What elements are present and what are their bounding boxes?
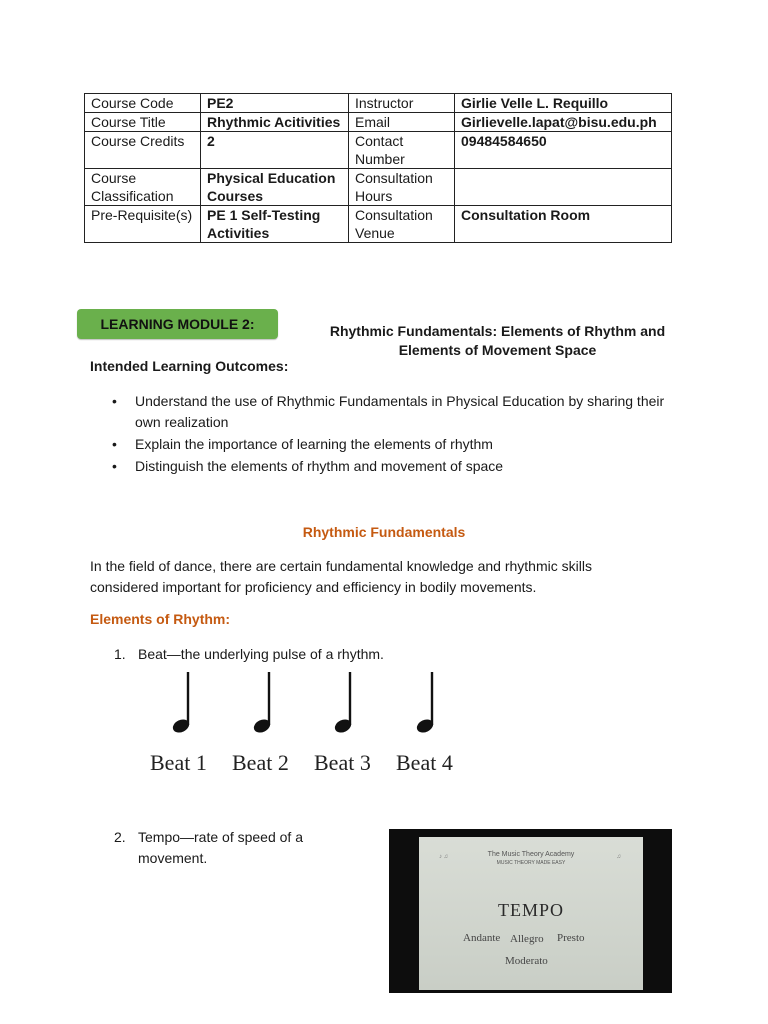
section-heading: Rhythmic Fundamentals xyxy=(302,524,466,540)
label-cell: Course Code xyxy=(85,94,201,113)
quarter-note-icon xyxy=(416,670,436,740)
tempo-word: Moderato xyxy=(505,955,548,967)
beat-label: Beat 1 xyxy=(150,750,207,775)
music-logo-icon: ♫ xyxy=(616,854,621,860)
quarter-note-icon xyxy=(172,670,192,740)
quarter-note-icon xyxy=(253,670,273,740)
table-row xyxy=(85,206,672,243)
label-cell: Pre-Requisite(s) xyxy=(85,206,201,243)
beat-label: Beat 3 xyxy=(314,750,371,775)
bullet-icon: • xyxy=(112,436,117,452)
ilo-list xyxy=(90,391,680,478)
list-item xyxy=(90,456,680,477)
music-logo-icon: ♪ ♫ xyxy=(439,854,449,860)
module-title: Rhythmic Fundamentals: Elements of Rhythm and Elements of Movement Space xyxy=(329,323,666,358)
value-cell: Physical Education Courses xyxy=(201,169,349,206)
tempo-word: Allegro xyxy=(510,933,544,945)
table-row xyxy=(85,94,672,113)
table-row xyxy=(85,132,672,169)
intro-paragraph: In the field of dance, there are certain fundamental knowledge and rhythmic skills considered important for proficiency and efficiency in bodily movements. xyxy=(90,558,592,595)
beat-figure xyxy=(140,670,470,780)
label-cell: Consultation Venue xyxy=(349,206,455,243)
course-info-table xyxy=(84,93,672,243)
tempo-word: Andante xyxy=(463,932,501,944)
elements-heading: Elements of Rhythm: xyxy=(90,611,231,627)
value-cell: PE 1 Self-Testing Activities xyxy=(201,206,349,243)
table-row xyxy=(85,169,672,206)
item-number: 1. xyxy=(114,646,126,662)
bullet-icon: • xyxy=(112,393,117,409)
label-cell: Consultation Hours xyxy=(349,169,455,206)
beat-label: Beat 2 xyxy=(232,750,289,775)
value-cell: Girlievelle.lapat@bisu.edu.ph xyxy=(455,113,672,132)
label-cell: Instructor xyxy=(349,94,455,113)
list-item xyxy=(90,434,680,455)
list-item-text: Understand the use of Rhythmic Fundamentals in Physical Education by sharing their own realization xyxy=(135,393,665,430)
value-cell: PE2 xyxy=(201,94,349,113)
slide-title: TEMPO xyxy=(497,900,564,920)
list-item xyxy=(90,391,680,433)
item-text: Tempo—rate of speed of a movement. xyxy=(138,829,303,866)
value-cell: Consultation Room xyxy=(455,206,672,243)
item-number: 2. xyxy=(114,829,126,845)
value-cell: 09484584650 xyxy=(455,132,672,169)
value-cell xyxy=(455,169,672,206)
label-cell: Contact Number xyxy=(349,132,455,169)
slide-header: The Music Theory Academy MUSIC THEORY MADE EASY xyxy=(487,851,575,866)
tempo-word: Presto xyxy=(557,932,585,944)
value-cell: Rhythmic Acitivities xyxy=(201,113,349,132)
label-cell: Course Classification xyxy=(85,169,201,206)
item-text: Beat—the underlying pulse of a rhythm. xyxy=(138,646,384,662)
table-row xyxy=(85,113,672,132)
list-item-text: Distinguish the elements of rhythm and movement of space xyxy=(135,458,504,474)
ilo-heading: Intended Learning Outcomes: xyxy=(90,358,289,374)
bullet-icon: • xyxy=(112,458,117,474)
module-badge: LEARNING MODULE 2: xyxy=(77,309,278,339)
beat-label: Beat 4 xyxy=(396,750,453,775)
label-cell: Email xyxy=(349,113,455,132)
label-cell: Course Credits xyxy=(85,132,201,169)
tempo-slide-image xyxy=(389,829,672,993)
value-cell: 2 xyxy=(201,132,349,169)
label-cell: Course Title xyxy=(85,113,201,132)
quarter-note-icon xyxy=(334,670,354,740)
list-item-text: Explain the importance of learning the elements of rhythm xyxy=(135,436,493,452)
tempo-board xyxy=(419,837,643,990)
value-cell: Girlie Velle L. Requillo xyxy=(455,94,672,113)
